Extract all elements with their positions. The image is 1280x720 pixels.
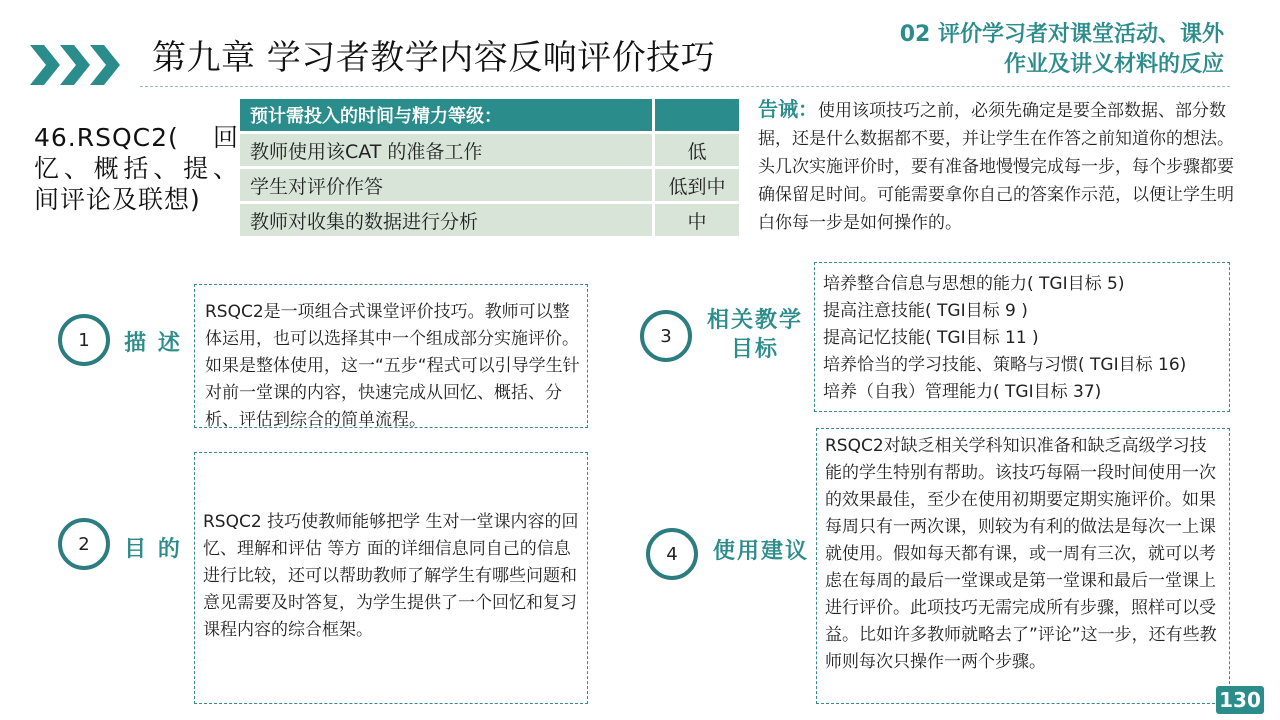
effort-table [240, 96, 739, 239]
section-number-3: 3 [640, 310, 692, 362]
section-number-2: 2 [58, 518, 110, 570]
effort-level: 低 [652, 134, 739, 166]
section-label-usage: 使用建议 [712, 539, 809, 564]
goals-box [814, 262, 1230, 412]
goals-list [823, 271, 1223, 406]
table-row [240, 204, 739, 236]
table-row [240, 134, 739, 166]
list-item: 提高注意技能( TGI目标 9 ) [823, 301, 1028, 321]
subtitle-line-1: 02 评价学习者对课堂活动、课外 [899, 22, 1224, 47]
section-number-4: 4 [646, 528, 698, 580]
effort-header-level [652, 99, 739, 131]
effort-level: 低到中 [652, 169, 739, 201]
goals-label-line-2: 目标 [730, 337, 779, 362]
warning-label: 告诫： [758, 97, 818, 121]
effort-table-header [240, 99, 739, 131]
goals-label-line-1: 相关教学 [706, 308, 803, 333]
warning-text: 使用该项技巧之前，必须先确定是要全部数据、部分数据，还是什么数据都不要，并让学生在作答之前知道你的想法。头几次实施评价时，要有准备地慢慢完成每一步，每个步骤都要确保留足时间。可能需要拿你自己的答案作示范，以便让学生明白你每一步是如何操作的。 [758, 101, 1234, 233]
page-number: 130 [1216, 686, 1264, 714]
purpose-box [194, 452, 588, 704]
chevron-arrows-icon [30, 40, 130, 90]
effort-task: 教师使用该CAT 的准备工作 [240, 134, 652, 166]
usage-box [816, 428, 1230, 704]
list-item: 培养恰当的学习技能、策略与习惯( TGI目标 16) [823, 355, 1187, 375]
effort-level: 中 [652, 204, 739, 236]
list-item: 提高记忆技能( TGI目标 11 ) [823, 328, 1039, 348]
purpose-text: RSQC2 技巧使教师能够把学 生对一堂课内容的回忆、理解和评估 等方 面的详细信息同自己的信息进行比较，还可以帮助教师了解学生有哪些问题和意见需要及时答复，为学生提供了一个回忆和复习课程内容的综合框架。 [203, 512, 579, 640]
warning-note [758, 95, 1240, 237]
description-box [194, 284, 588, 428]
page-title: 第九章 学习者教学内容反响评价技巧 [152, 38, 716, 78]
technique-name: 46.RSQC2( 回忆、概括、提、间评论及联想) [34, 123, 239, 214]
description-text: RSQC2是一项组合式课堂评价技巧。教师可以整体运用，也可以选择其中一个组成部分实施评价。如果是整体使用，这一“五步“程式可以引导学生针对前一堂课的内容，快速完成从回忆、概括、分析、评估到综合的简单流程。 [205, 302, 580, 430]
list-item: 培养（自我）管理能力( TGI目标 37) [823, 382, 1102, 402]
section-subtitle [900, 20, 1224, 80]
usage-text: RSQC2对缺乏相关学科知识准备和缺乏高级学习技能的学生特别有帮助。该技巧每隔一段时间使用一次的效果最佳，至少在使用初期要定期实施评价。如果每周只有一两次课，则较为有利的做法是每次一上课就使用。假如每天都有课，或一周有三次，就可以考虑在每周的最后一堂课或是第一堂课和最后一堂课上进行评价。此项技巧无需完成所有步骤，照样可以受益。比如许多教师就略去了”评论”这一步，还有些教师则每次只操作一两个步骤。 [825, 436, 1217, 672]
subtitle-line-2: 作业及讲义材料的反应 [1003, 52, 1224, 77]
list-item: 培养整合信息与思想的能力( TGI目标 5) [823, 274, 1125, 294]
title-divider [140, 86, 1230, 87]
table-row [240, 169, 739, 201]
section-number-1: 1 [58, 314, 110, 366]
effort-header-label: 预计需投入的时间与精力等级： [240, 99, 652, 131]
effort-task: 教师对收集的数据进行分析 [240, 204, 652, 236]
section-label-description: 描 述 [124, 331, 182, 356]
effort-task: 学生对评价作答 [240, 169, 652, 201]
section-label-goals [700, 306, 810, 364]
section-label-purpose: 目 的 [124, 537, 182, 562]
